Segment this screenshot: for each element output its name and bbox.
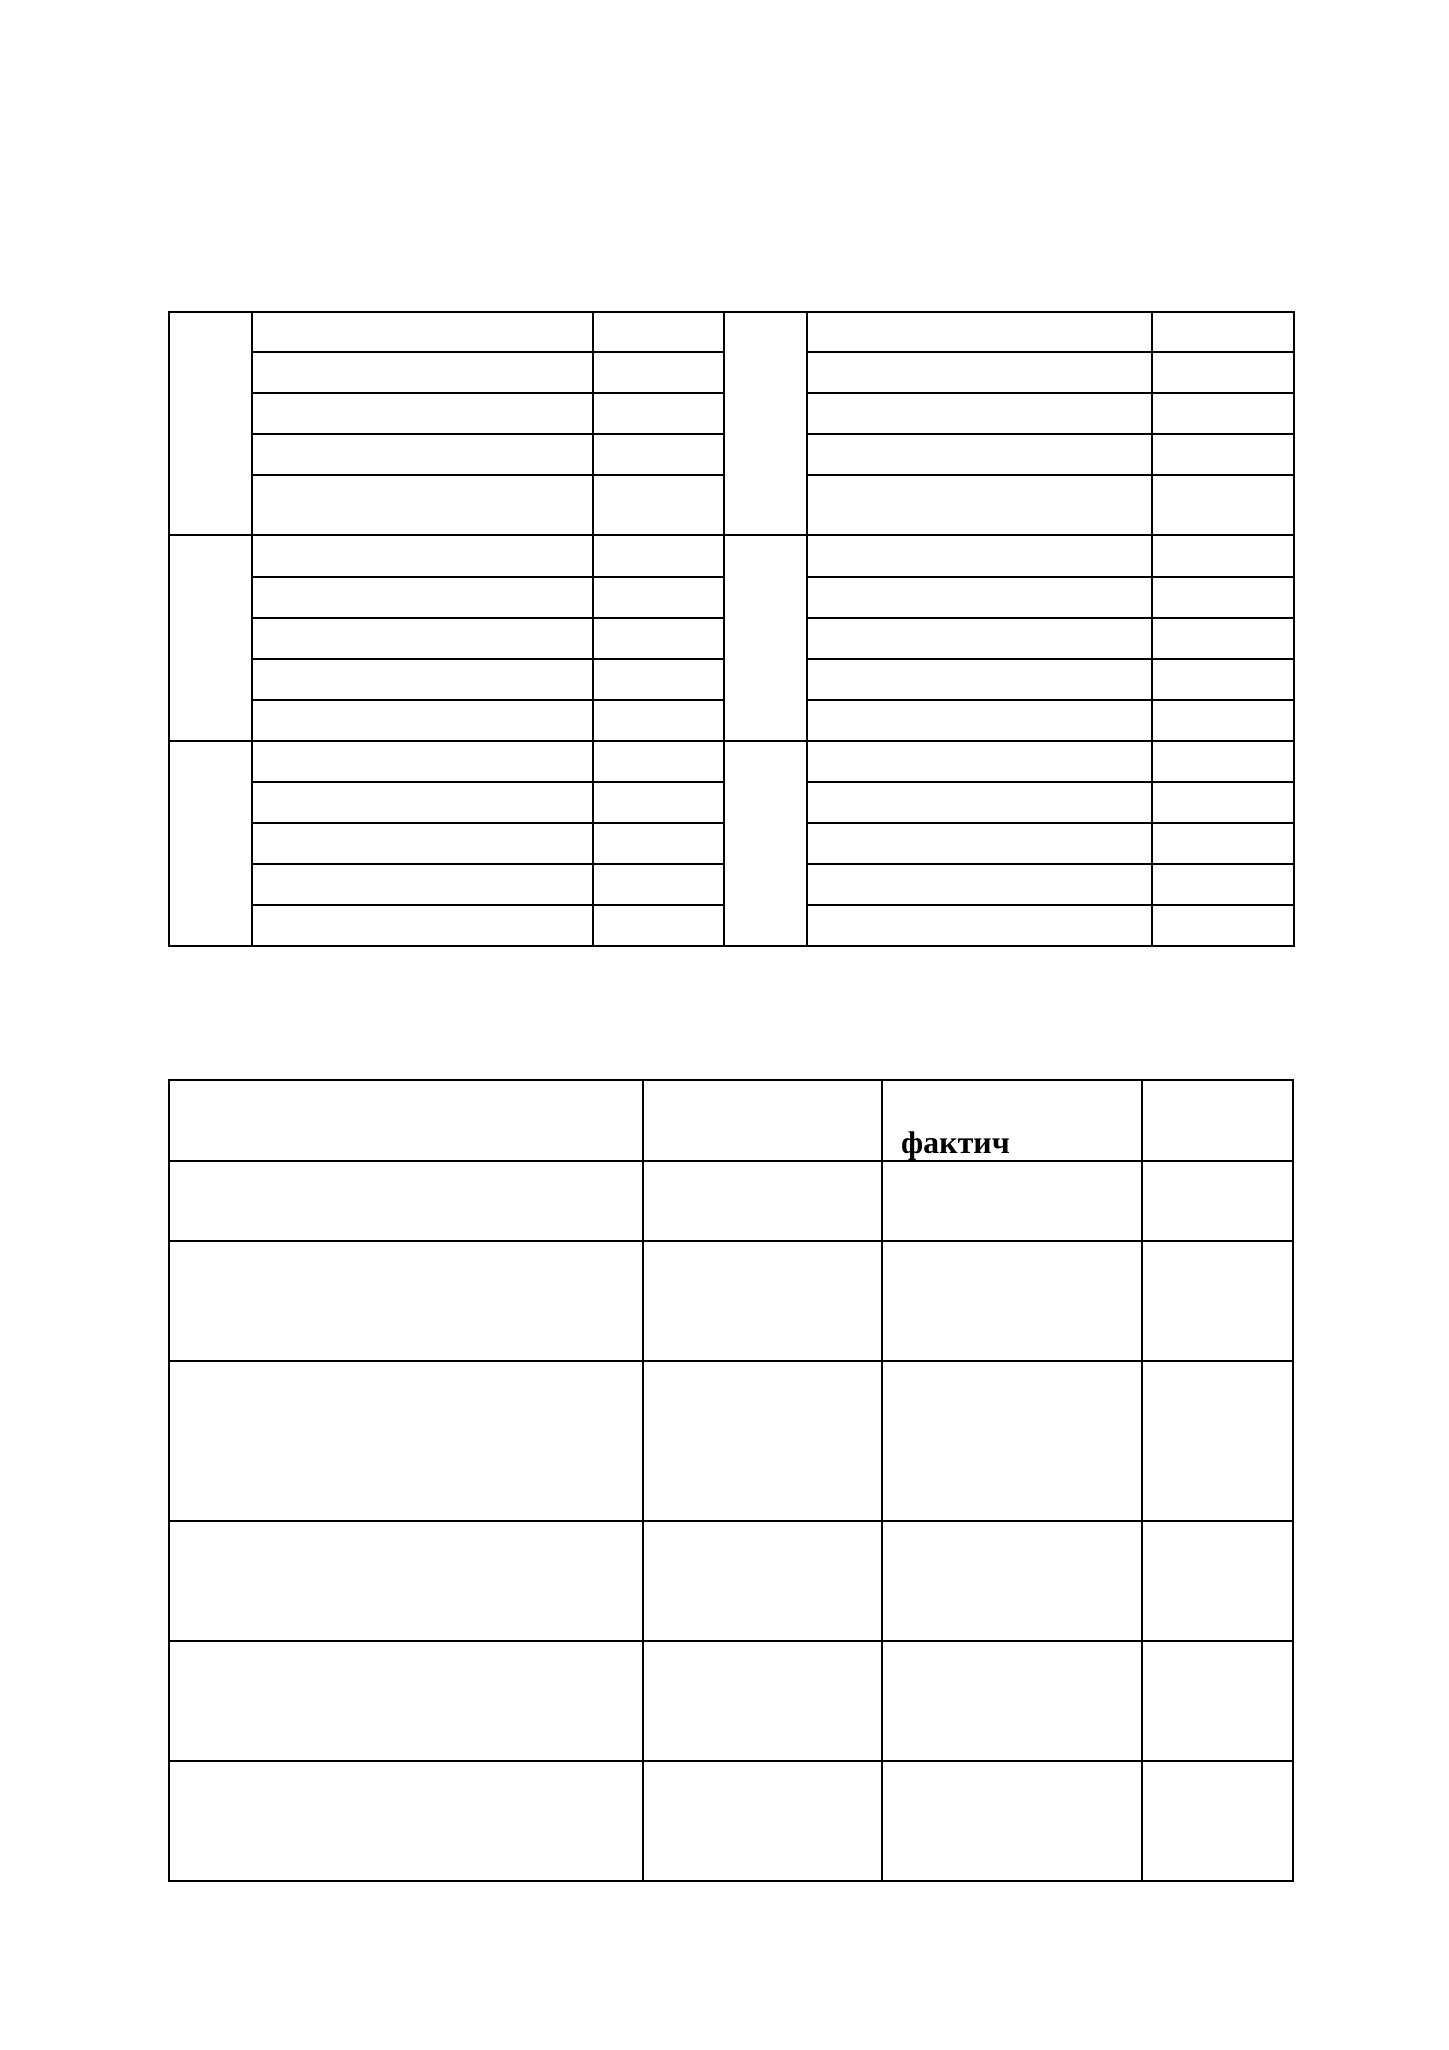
table-cell xyxy=(252,905,593,946)
table-cell xyxy=(882,1161,1142,1241)
table-cell xyxy=(1152,700,1294,741)
table-cell xyxy=(593,393,724,434)
table-cell xyxy=(252,475,593,535)
table-cell xyxy=(1152,864,1294,905)
table-cell xyxy=(252,312,593,352)
table-cell xyxy=(252,393,593,434)
table-cell xyxy=(807,782,1152,823)
table-cell xyxy=(882,1521,1142,1641)
table-cell xyxy=(593,823,724,864)
table-cell xyxy=(882,1761,1142,1881)
table-cell xyxy=(169,1761,643,1881)
table-cell xyxy=(882,1361,1142,1521)
table-cell xyxy=(807,741,1152,782)
group-cell xyxy=(169,535,252,741)
group-cell xyxy=(169,312,252,535)
table-cell xyxy=(807,393,1152,434)
table-cell xyxy=(1142,1241,1293,1361)
table-cell xyxy=(252,535,593,577)
table-cell xyxy=(252,577,593,618)
table-cell xyxy=(252,741,593,782)
table-cell xyxy=(1152,782,1294,823)
table-cell xyxy=(1142,1521,1293,1641)
table-cell xyxy=(643,1521,882,1641)
table-cell xyxy=(1142,1641,1293,1761)
table-cell xyxy=(252,782,593,823)
header-cell xyxy=(1142,1080,1293,1161)
table-cell xyxy=(807,864,1152,905)
header-label-factual: фактич xyxy=(901,1124,1010,1160)
table-row xyxy=(169,312,1294,352)
table-cell xyxy=(252,700,593,741)
table-cell xyxy=(593,577,724,618)
table-cell xyxy=(807,535,1152,577)
table-cell xyxy=(1152,741,1294,782)
table-cell xyxy=(252,352,593,393)
table-cell xyxy=(593,782,724,823)
grid-table-bottom xyxy=(168,1079,1294,1882)
table-cell xyxy=(807,700,1152,741)
table-cell xyxy=(169,1361,643,1521)
table-cell xyxy=(1152,312,1294,352)
table-cell xyxy=(169,1161,643,1241)
header-cell xyxy=(169,1080,643,1161)
table-cell xyxy=(252,823,593,864)
header-cell-factual xyxy=(882,1080,1142,1161)
table-row xyxy=(169,1641,1293,1761)
table-row xyxy=(169,1361,1293,1521)
table-cell xyxy=(593,475,724,535)
table-cell xyxy=(169,1521,643,1641)
table-cell xyxy=(1152,393,1294,434)
table-cell xyxy=(807,312,1152,352)
table-cell xyxy=(807,434,1152,475)
table-cell xyxy=(1142,1161,1293,1241)
table-cell xyxy=(643,1641,882,1761)
table-cell xyxy=(643,1361,882,1521)
table-cell xyxy=(1152,434,1294,475)
table-cell xyxy=(807,352,1152,393)
table-cell xyxy=(807,659,1152,700)
table-cell xyxy=(252,434,593,475)
table-cell xyxy=(1152,659,1294,700)
table-cell xyxy=(252,618,593,659)
table-cell xyxy=(807,475,1152,535)
table-cell xyxy=(1152,475,1294,535)
table-cell xyxy=(1152,905,1294,946)
table-cell xyxy=(807,577,1152,618)
table-cell xyxy=(593,618,724,659)
table-cell xyxy=(1152,823,1294,864)
table-cell xyxy=(593,535,724,577)
table-cell xyxy=(1152,618,1294,659)
table-cell xyxy=(882,1241,1142,1361)
table-cell xyxy=(593,741,724,782)
table-row xyxy=(169,741,1294,782)
group-cell xyxy=(724,535,807,741)
table-cell xyxy=(1152,535,1294,577)
grid-table-top xyxy=(168,311,1295,947)
group-cell xyxy=(724,312,807,535)
table-cell xyxy=(882,1641,1142,1761)
table-cell xyxy=(1142,1361,1293,1521)
table-row xyxy=(169,1521,1293,1641)
table-header-row xyxy=(169,1080,1293,1161)
table-cell xyxy=(593,864,724,905)
table-cell xyxy=(807,618,1152,659)
table-cell xyxy=(807,823,1152,864)
table-row xyxy=(169,1761,1293,1881)
table-cell xyxy=(252,659,593,700)
table-row xyxy=(169,1241,1293,1361)
table-row xyxy=(169,535,1294,577)
group-cell xyxy=(724,741,807,946)
table-cell xyxy=(643,1161,882,1241)
table-cell xyxy=(1142,1761,1293,1881)
group-cell xyxy=(169,741,252,946)
table-cell xyxy=(807,905,1152,946)
table-cell xyxy=(169,1241,643,1361)
table-row xyxy=(169,1161,1293,1241)
table-cell xyxy=(593,312,724,352)
table-cell xyxy=(593,905,724,946)
table-cell xyxy=(593,352,724,393)
table-cell xyxy=(593,434,724,475)
table-cell xyxy=(1152,577,1294,618)
table-cell xyxy=(169,1641,643,1761)
table-cell xyxy=(1152,352,1294,393)
header-cell xyxy=(643,1080,882,1161)
table-cell xyxy=(593,700,724,741)
table-cell xyxy=(643,1761,882,1881)
table-cell xyxy=(643,1241,882,1361)
table-cell xyxy=(593,659,724,700)
table-cell xyxy=(252,864,593,905)
